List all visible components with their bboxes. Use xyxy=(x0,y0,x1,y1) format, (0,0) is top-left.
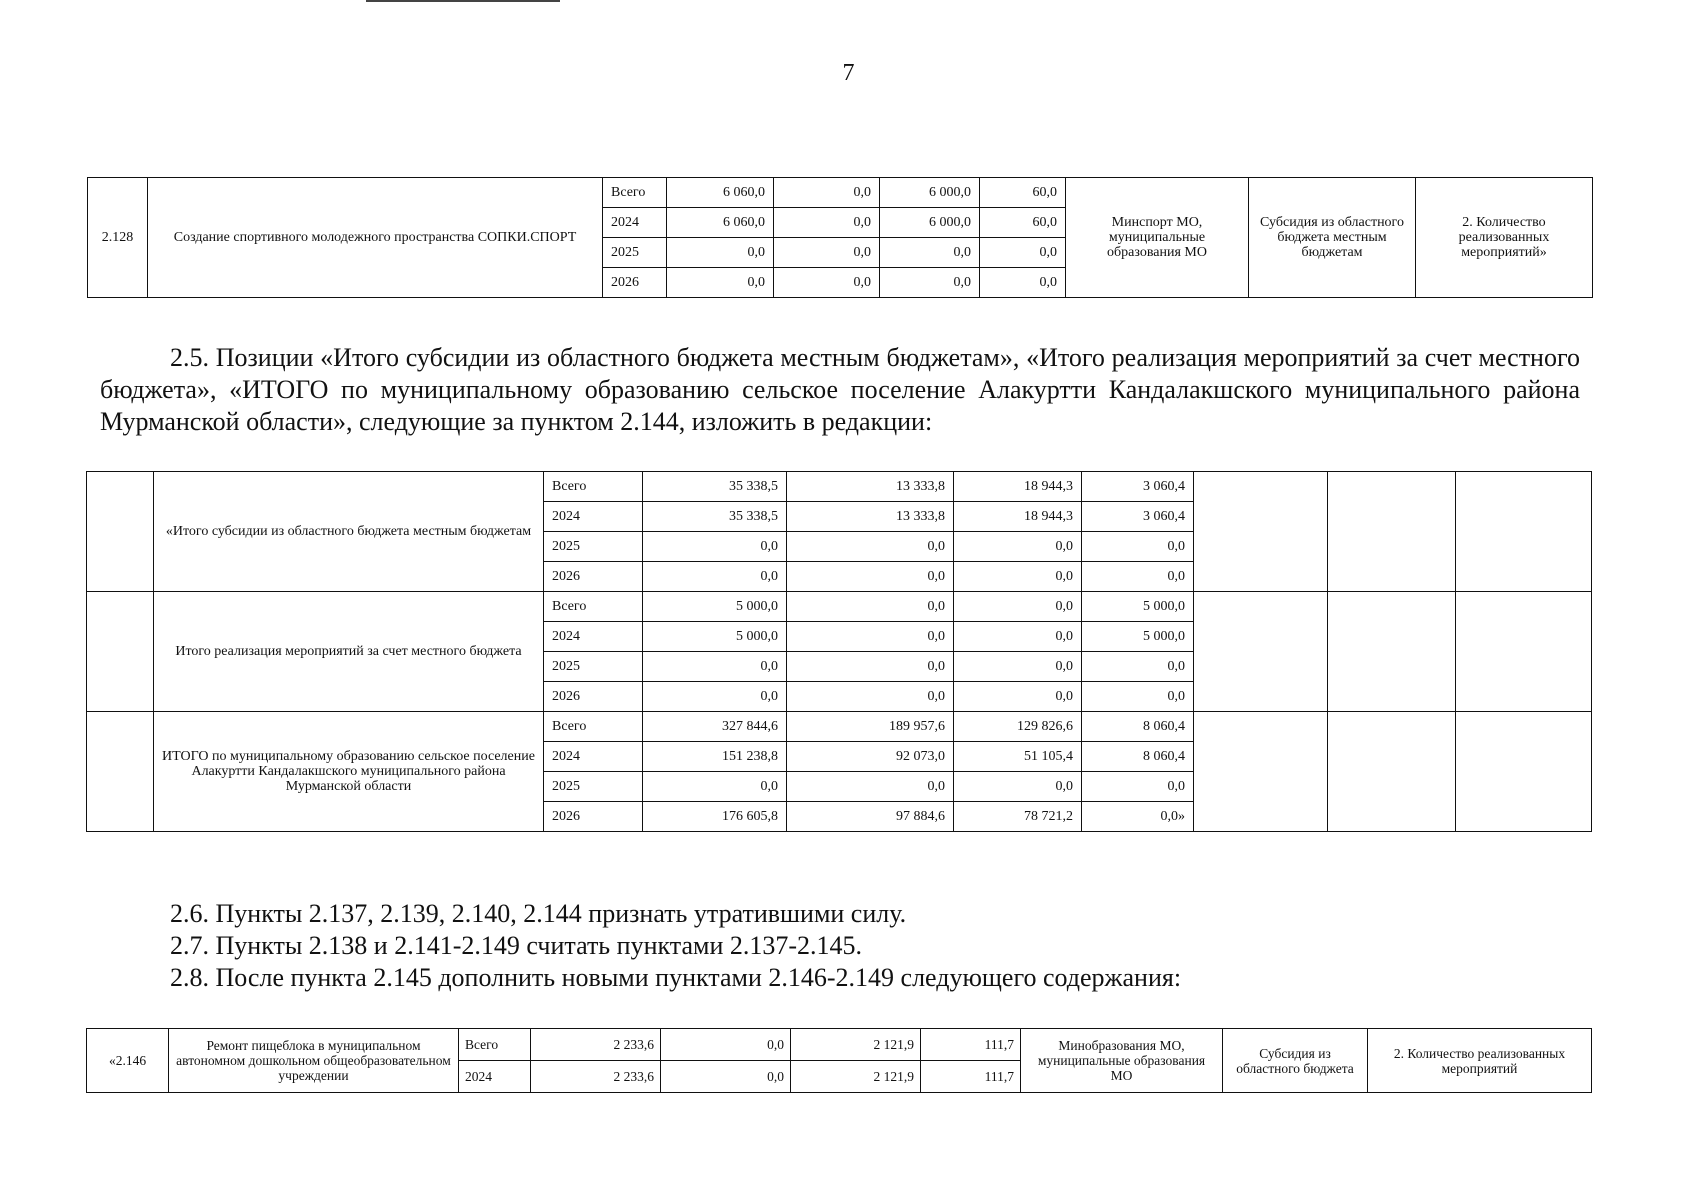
value-cell: 151 238,8 xyxy=(643,742,787,772)
value-cell: 0,0 xyxy=(667,238,774,268)
value-cell: 5 000,0 xyxy=(643,622,787,652)
value-cell: 0,0 xyxy=(1082,532,1194,562)
value-cell: 51 105,4 xyxy=(954,742,1082,772)
value-cell: 3 060,4 xyxy=(1082,472,1194,502)
year-cell: 2024 xyxy=(603,208,667,238)
group-name: Итого реализация мероприятий за счет местного бюджета xyxy=(154,592,544,712)
value-cell: 0,0 xyxy=(980,268,1066,298)
executor-cell: Минспорт МО, муниципальные образования МО xyxy=(1066,178,1249,298)
source-cell: Субсидия из областного бюджета xyxy=(1223,1029,1368,1093)
value-cell: 6 000,0 xyxy=(880,208,980,238)
value-cell: 0,0 xyxy=(980,238,1066,268)
value-cell: 18 944,3 xyxy=(954,472,1082,502)
empty-cell xyxy=(1456,712,1592,832)
value-cell: 0,0 xyxy=(954,772,1082,802)
indicator-cell: 2. Количество реализованных мероприятий xyxy=(1368,1029,1592,1093)
value-cell: 0,0 xyxy=(661,1029,791,1061)
table-item-2-128 xyxy=(87,177,1593,298)
year-cell: 2025 xyxy=(544,652,643,682)
empty-cell xyxy=(1328,712,1456,832)
value-cell: 0,0 xyxy=(787,682,954,712)
value-cell: 0,0 xyxy=(1082,652,1194,682)
table-item-2-146 xyxy=(86,1028,1592,1093)
year-cell: Всего xyxy=(544,592,643,622)
value-cell: 35 338,5 xyxy=(643,472,787,502)
value-cell: 8 060,4 xyxy=(1082,742,1194,772)
table-row xyxy=(87,712,1592,742)
empty-cell xyxy=(1194,472,1328,592)
empty-cell xyxy=(1328,472,1456,592)
empty-cell xyxy=(1456,472,1592,592)
value-cell: 0,0 xyxy=(643,652,787,682)
value-cell: 0,0 xyxy=(643,772,787,802)
value-cell: 129 826,6 xyxy=(954,712,1082,742)
indicator-cell: 2. Количество реализованных мероприятий» xyxy=(1416,178,1593,298)
empty-cell xyxy=(1194,712,1328,832)
value-cell: 0,0 xyxy=(954,562,1082,592)
value-cell: 0,0 xyxy=(774,178,880,208)
paragraph-2-7: 2.7. Пункты 2.138 и 2.141-2.149 считать пунктами 2.137-2.145. xyxy=(170,931,863,960)
value-cell: 0,0 xyxy=(774,238,880,268)
value-cell: 60,0 xyxy=(980,208,1066,238)
totals-table xyxy=(86,471,1592,832)
value-cell: 0,0 xyxy=(1082,772,1194,802)
empty-cell xyxy=(1328,592,1456,712)
value-cell: 78 721,2 xyxy=(954,802,1082,832)
value-cell: 0,0 xyxy=(954,652,1082,682)
source-cell: Субсидия из областного бюджета местным бюджетам xyxy=(1249,178,1416,298)
value-cell: 6 060,0 xyxy=(667,208,774,238)
empty-cell xyxy=(1456,592,1592,712)
value-cell: 5 000,0 xyxy=(643,592,787,622)
item-code: «2.146 xyxy=(87,1029,169,1093)
value-cell: 0,0 xyxy=(643,562,787,592)
paragraph-2-5: 2.5. Позиции «Итого субсидии из областного бюджета местным бюджетам», «Итого реализация мероприятий за счет местного бюджета», «ИТОГО по муниципальному образованию сельское поселение Алакуртти Кандалакшского муниципального района Мурманской области», следующие за пунктом 2.144, изложить в редакции: xyxy=(100,343,1580,436)
table-row xyxy=(87,592,1592,622)
value-cell: 0,0 xyxy=(787,622,954,652)
value-cell: 2 121,9 xyxy=(791,1061,921,1093)
value-cell: 0,0 xyxy=(787,532,954,562)
value-cell: 0,0 xyxy=(954,532,1082,562)
paragraph-2-8: 2.8. После пункта 2.145 дополнить новыми пунктами 2.146-2.149 следующего содержания: xyxy=(170,963,1182,992)
year-cell: 2024 xyxy=(459,1061,531,1093)
value-cell: 6 060,0 xyxy=(667,178,774,208)
item-code: 2.128 xyxy=(88,178,148,298)
value-cell: 2 233,6 xyxy=(531,1029,661,1061)
year-cell: Всего xyxy=(544,712,643,742)
group-name: «Итого субсидии из областного бюджета местным бюджетам xyxy=(154,472,544,592)
year-cell: 2024 xyxy=(544,622,643,652)
value-cell: 0,0 xyxy=(643,682,787,712)
value-cell: 0,0 xyxy=(774,268,880,298)
value-cell: 35 338,5 xyxy=(643,502,787,532)
value-cell: 189 957,6 xyxy=(787,712,954,742)
value-cell: 0,0 xyxy=(787,652,954,682)
year-cell: Всего xyxy=(544,472,643,502)
value-cell: 111,7 xyxy=(921,1029,1021,1061)
value-cell: 327 844,6 xyxy=(643,712,787,742)
value-cell: 6 000,0 xyxy=(880,178,980,208)
value-cell: 0,0 xyxy=(954,682,1082,712)
page-number: 7 xyxy=(842,60,855,86)
value-cell: 2 121,9 xyxy=(791,1029,921,1061)
value-cell: 0,0 xyxy=(787,772,954,802)
value-cell: 13 333,8 xyxy=(787,472,954,502)
value-cell: 176 605,8 xyxy=(643,802,787,832)
value-cell: 5 000,0 xyxy=(1082,592,1194,622)
value-cell: 97 884,6 xyxy=(787,802,954,832)
empty-code-cell xyxy=(87,592,154,712)
value-cell: 0,0 xyxy=(661,1061,791,1093)
table-row xyxy=(87,1029,1592,1061)
table-row xyxy=(87,472,1592,502)
year-cell: Всего xyxy=(603,178,667,208)
value-cell: 111,7 xyxy=(921,1061,1021,1093)
empty-code-cell xyxy=(87,472,154,592)
paragraph-2-6: 2.6. Пункты 2.137, 2.139, 2.140, 2.144 признать утратившими силу. xyxy=(170,899,907,928)
year-cell: 2024 xyxy=(544,502,643,532)
year-cell: 2025 xyxy=(603,238,667,268)
value-cell: 0,0 xyxy=(880,238,980,268)
table-row xyxy=(88,178,1593,208)
year-cell: 2026 xyxy=(544,682,643,712)
value-cell: 8 060,4 xyxy=(1082,712,1194,742)
value-cell: 92 073,0 xyxy=(787,742,954,772)
item-name: Ремонт пищеблока в муниципальном автономном дошкольном общеобразовательном учреждении xyxy=(169,1029,459,1093)
value-cell: 0,0 xyxy=(787,592,954,622)
value-cell: 13 333,8 xyxy=(787,502,954,532)
value-cell: 18 944,3 xyxy=(954,502,1082,532)
group-name: ИТОГО по муниципальному образованию сельское поселение Алакуртти Кандалакшского муниципального района Мурманской области xyxy=(154,712,544,832)
empty-code-cell xyxy=(87,712,154,832)
value-cell: 0,0» xyxy=(1082,802,1194,832)
empty-cell xyxy=(1194,592,1328,712)
year-cell: 2026 xyxy=(603,268,667,298)
value-cell: 60,0 xyxy=(980,178,1066,208)
value-cell: 0,0 xyxy=(667,268,774,298)
year-cell: 2026 xyxy=(544,562,643,592)
value-cell: 2 233,6 xyxy=(531,1061,661,1093)
year-cell: 2025 xyxy=(544,772,643,802)
value-cell: 0,0 xyxy=(954,622,1082,652)
value-cell: 0,0 xyxy=(774,208,880,238)
value-cell: 0,0 xyxy=(787,562,954,592)
value-cell: 0,0 xyxy=(643,532,787,562)
executor-cell: Минобразования МО, муниципальные образования МО xyxy=(1021,1029,1223,1093)
year-cell: 2025 xyxy=(544,532,643,562)
year-cell: 2026 xyxy=(544,802,643,832)
year-cell: 2024 xyxy=(544,742,643,772)
value-cell: 0,0 xyxy=(1082,562,1194,592)
value-cell: 0,0 xyxy=(1082,682,1194,712)
top-rule xyxy=(366,0,560,2)
value-cell: 0,0 xyxy=(954,592,1082,622)
value-cell: 5 000,0 xyxy=(1082,622,1194,652)
item-name: Создание спортивного молодежного пространства СОПКИ.СПОРТ xyxy=(148,178,603,298)
value-cell: 0,0 xyxy=(880,268,980,298)
year-cell: Всего xyxy=(459,1029,531,1061)
value-cell: 3 060,4 xyxy=(1082,502,1194,532)
